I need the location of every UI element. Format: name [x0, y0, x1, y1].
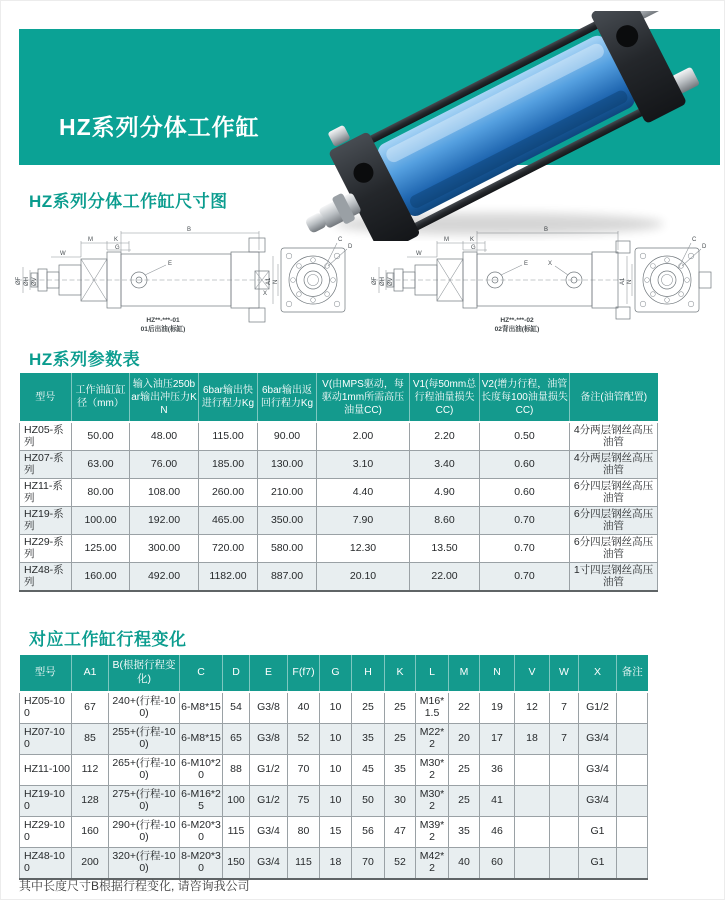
table-cell: 720.00: [199, 535, 258, 563]
table-cell: G1/2: [250, 786, 288, 817]
table-row: [20, 507, 658, 535]
table-cell: [515, 848, 550, 880]
table-cell: 0.50: [480, 422, 570, 451]
column-header: L: [416, 655, 449, 692]
column-header: K: [385, 655, 416, 692]
table-cell: 30: [385, 786, 416, 817]
table-cell: HZ48-100: [20, 848, 72, 880]
column-header: M: [449, 655, 480, 692]
table-cell: 10: [320, 786, 352, 817]
table-cell: 19: [480, 692, 515, 724]
table-cell: 47: [385, 817, 416, 848]
table-cell: [617, 692, 648, 724]
column-header: W: [550, 655, 579, 692]
table-cell: 13.50: [410, 535, 480, 563]
table-cell: 4分两层钢丝高压油管: [570, 422, 658, 451]
section-title-params: HZ系列参数表: [29, 350, 141, 369]
dim-label-m: M: [88, 237, 93, 243]
table-cell: 75: [288, 786, 320, 817]
table-cell: 580.00: [258, 535, 317, 563]
table-row: [20, 817, 648, 848]
column-header: 型号: [20, 655, 72, 692]
table-cell: 25: [385, 724, 416, 755]
dim-label-g: G: [471, 245, 476, 251]
table-cell: 40: [288, 692, 320, 724]
section-title-stroke: 对应工作缸行程变化: [29, 630, 187, 649]
table-cell: M39*2: [416, 817, 449, 848]
table-cell: G3/4: [579, 724, 617, 755]
dim-label-e: E: [524, 261, 529, 267]
drawing-01-model: HZ**-***-01: [146, 317, 180, 324]
table-row: [20, 848, 648, 880]
table-cell: 210.00: [258, 479, 317, 507]
table-cell: 67: [72, 692, 109, 724]
table-cell: 0.70: [480, 535, 570, 563]
dim-label-ov: ØV: [388, 277, 394, 286]
table-cell: 3.40: [410, 451, 480, 479]
table-cell: G3/4: [579, 755, 617, 786]
table-cell: 6-M10*20: [180, 755, 223, 786]
table-cell: 275+(行程-100): [109, 786, 180, 817]
table-cell: 63.00: [72, 451, 130, 479]
table-cell: [617, 817, 648, 848]
dim-label-of: ØF: [16, 276, 22, 285]
table-cell: [617, 848, 648, 880]
table-cell: 25: [352, 692, 385, 724]
table-cell: 18: [515, 724, 550, 755]
column-header: V: [515, 655, 550, 692]
table-cell: HZ07-系列: [20, 451, 72, 479]
column-header: A1: [72, 655, 109, 692]
table-cell: 45: [352, 755, 385, 786]
dim-label-w: W: [60, 251, 66, 257]
table-cell: 35: [449, 817, 480, 848]
table-cell: 112: [72, 755, 109, 786]
dim-label-x: X: [263, 291, 268, 297]
table-cell: 185.00: [199, 451, 258, 479]
table-cell: 1寸四层钢丝高压油管: [570, 563, 658, 592]
table-cell: 7.90: [317, 507, 410, 535]
table-cell: 50.00: [72, 422, 130, 451]
table-cell: 6-M8*15: [180, 724, 223, 755]
table-row: [20, 422, 658, 451]
table-cell: M16*1.5: [416, 692, 449, 724]
table-cell: HZ05-100: [20, 692, 72, 724]
table-row: [20, 692, 648, 724]
table-cell: 240+(行程-100): [109, 692, 180, 724]
table-cell: 17: [480, 724, 515, 755]
dim-label-k: K: [114, 237, 119, 243]
table-cell: [617, 724, 648, 755]
table-cell: M30*2: [416, 755, 449, 786]
table-cell: 108.00: [130, 479, 199, 507]
column-header: V(由MPS驱动，每驱动1mm所需高压油量CC): [317, 373, 410, 422]
table-cell: 25: [385, 692, 416, 724]
table-cell: 35: [352, 724, 385, 755]
stroke-table: [19, 655, 648, 880]
table-cell: 6分四层钢丝高压油管: [570, 535, 658, 563]
drawing-02-caption: 02背出油(标缸): [494, 326, 540, 333]
table-cell: 6分四层钢丝高压油管: [570, 479, 658, 507]
table-cell: 6-M8*15: [180, 692, 223, 724]
params-table-header-row: [20, 373, 658, 422]
table-cell: 2.00: [317, 422, 410, 451]
table-cell: 887.00: [258, 563, 317, 592]
dim-label-d: D: [702, 244, 707, 250]
params-table: [19, 373, 658, 592]
table-cell: G1/2: [250, 755, 288, 786]
table-row: [20, 479, 658, 507]
table-cell: 65: [223, 724, 250, 755]
table-cell: 465.00: [199, 507, 258, 535]
table-cell: 76.00: [130, 451, 199, 479]
footer-note: 其中长度尺寸B根据行程变化, 请咨询我公司: [19, 879, 250, 893]
table-cell: 192.00: [130, 507, 199, 535]
table-cell: 52: [385, 848, 416, 880]
table-cell: 18: [320, 848, 352, 880]
dim-label-a1: A1: [620, 277, 626, 285]
table-cell: 160.00: [72, 563, 130, 592]
table-cell: 6分四层钢丝高压油管: [570, 507, 658, 535]
table-cell: 70: [352, 848, 385, 880]
table-cell: 4分两层钢丝高压油管: [570, 451, 658, 479]
table-cell: [515, 817, 550, 848]
column-header: F(f7): [288, 655, 320, 692]
table-cell: 40: [449, 848, 480, 880]
table-cell: 54: [223, 692, 250, 724]
table-cell: M22*2: [416, 724, 449, 755]
table-cell: 10: [320, 692, 352, 724]
table-cell: 4.90: [410, 479, 480, 507]
table-cell: 8-M20*30: [180, 848, 223, 880]
dim-label-n: N: [273, 279, 279, 284]
table-cell: 160: [72, 817, 109, 848]
table-cell: G3/8: [250, 724, 288, 755]
table-cell: 60: [480, 848, 515, 880]
table-cell: 350.00: [258, 507, 317, 535]
table-cell: 25: [449, 755, 480, 786]
table-cell: 260.00: [199, 479, 258, 507]
table-cell: 35: [385, 755, 416, 786]
table-cell: 265+(行程-100): [109, 755, 180, 786]
table-cell: HZ29-系列: [20, 535, 72, 563]
column-header: X: [579, 655, 617, 692]
column-header: 备注: [617, 655, 648, 692]
table-cell: 80.00: [72, 479, 130, 507]
dim-label-c: C: [338, 237, 343, 243]
dim-label-of: ØF: [372, 276, 378, 285]
table-cell: 3.10: [317, 451, 410, 479]
table-cell: HZ07-100: [20, 724, 72, 755]
table-cell: 36: [480, 755, 515, 786]
table-cell: 200: [72, 848, 109, 880]
table-cell: 6-M16*25: [180, 786, 223, 817]
dim-label-k: K: [470, 237, 475, 243]
table-cell: 50: [352, 786, 385, 817]
table-cell: 25: [449, 786, 480, 817]
dim-label-b: B: [187, 227, 192, 233]
table-cell: HZ29-100: [20, 817, 72, 848]
table-cell: 130.00: [258, 451, 317, 479]
table-cell: G1/2: [579, 692, 617, 724]
column-header: G: [320, 655, 352, 692]
table-cell: 115: [223, 817, 250, 848]
column-header: V1(每50mm总行程油量损失CC): [410, 373, 480, 422]
table-cell: HZ48-系列: [20, 563, 72, 592]
table-row: [20, 724, 648, 755]
table-cell: 22.00: [410, 563, 480, 592]
dim-label-ov: ØV: [32, 277, 38, 286]
table-cell: 12: [515, 692, 550, 724]
table-cell: G1: [579, 848, 617, 880]
dim-label-x: X: [548, 261, 553, 267]
table-cell: [550, 848, 579, 880]
column-header: B(根据行程变化): [109, 655, 180, 692]
table-cell: [515, 786, 550, 817]
table-cell: [550, 817, 579, 848]
table-cell: 300.00: [130, 535, 199, 563]
table-cell: 2.20: [410, 422, 480, 451]
table-cell: 70: [288, 755, 320, 786]
table-cell: G3/4: [579, 786, 617, 817]
table-cell: HZ19-系列: [20, 507, 72, 535]
table-cell: 85: [72, 724, 109, 755]
stroke-table-header-row: [20, 655, 648, 692]
column-header: 输入油压250bar输出冲压力KN: [130, 373, 199, 422]
table-cell: HZ11-100: [20, 755, 72, 786]
table-cell: 80: [288, 817, 320, 848]
table-cell: 90.00: [258, 422, 317, 451]
section-title-dimensions: HZ系列分体工作缸尺寸图: [29, 192, 228, 211]
table-cell: 20.10: [317, 563, 410, 592]
table-cell: 150: [223, 848, 250, 880]
product-image: [299, 11, 711, 241]
table-cell: 255+(行程-100): [109, 724, 180, 755]
table-cell: G3/8: [250, 692, 288, 724]
column-header: N: [480, 655, 515, 692]
table-cell: 8.60: [410, 507, 480, 535]
dim-label-w: W: [416, 251, 422, 257]
column-header: D: [223, 655, 250, 692]
column-header: C: [180, 655, 223, 692]
table-cell: 15: [320, 817, 352, 848]
column-header: 型号: [20, 373, 72, 422]
table-row: [20, 786, 648, 817]
table-row: [20, 755, 648, 786]
table-cell: G1: [579, 817, 617, 848]
table-cell: 41: [480, 786, 515, 817]
dim-label-e: E: [168, 261, 173, 267]
table-cell: 6-M20*30: [180, 817, 223, 848]
dim-label-g: G: [115, 245, 120, 251]
dim-label-n: N: [627, 279, 633, 284]
table-cell: 7: [550, 724, 579, 755]
drawing-02-model: HZ**-***-02: [500, 317, 534, 324]
table-cell: G3/4: [250, 817, 288, 848]
table-cell: [550, 786, 579, 817]
cylinder-barrel: [374, 32, 638, 219]
dim-label-d: D: [348, 244, 353, 250]
table-cell: 0.60: [480, 479, 570, 507]
column-header: 6bar输出快进行程力Kg: [199, 373, 258, 422]
table-cell: 128: [72, 786, 109, 817]
table-cell: HZ11-系列: [20, 479, 72, 507]
table-cell: 56: [352, 817, 385, 848]
column-header: 6bar输出返回行程力Kg: [258, 373, 317, 422]
table-cell: 46: [480, 817, 515, 848]
table-cell: [515, 755, 550, 786]
dim-label-c: C: [692, 237, 697, 243]
table-cell: 115: [288, 848, 320, 880]
page-title: HZ系列分体工作缸: [59, 114, 260, 140]
table-cell: G3/4: [250, 848, 288, 880]
table-cell: 52: [288, 724, 320, 755]
table-cell: 22: [449, 692, 480, 724]
dim-label-oh: ØH: [24, 277, 30, 286]
column-header: V2(增力行程，油管长度每100油量损失CC): [480, 373, 570, 422]
column-header: E: [250, 655, 288, 692]
dim-label-b: B: [544, 227, 549, 233]
drawing-01-caption: 01后出油(标缸): [140, 326, 186, 333]
table-row: [20, 451, 658, 479]
dim-label-m: M: [444, 237, 449, 243]
table-cell: 0.60: [480, 451, 570, 479]
table-cell: 100: [223, 786, 250, 817]
table-cell: [550, 755, 579, 786]
table-row: [20, 535, 658, 563]
table-cell: 4.40: [317, 479, 410, 507]
table-cell: 0.70: [480, 507, 570, 535]
table-cell: HZ19-100: [20, 786, 72, 817]
column-header: 工作油缸缸径（mm）: [72, 373, 130, 422]
table-cell: 290+(行程-100): [109, 817, 180, 848]
table-cell: [617, 786, 648, 817]
table-cell: 7: [550, 692, 579, 724]
table-cell: 12.30: [317, 535, 410, 563]
table-cell: 125.00: [72, 535, 130, 563]
table-cell: 1182.00: [199, 563, 258, 592]
table-cell: M42*2: [416, 848, 449, 880]
table-cell: M30*2: [416, 786, 449, 817]
dim-label-a1: A1: [266, 277, 272, 285]
table-cell: 10: [320, 755, 352, 786]
table-cell: 320+(行程-100): [109, 848, 180, 880]
table-cell: 0.70: [480, 563, 570, 592]
column-header: H: [352, 655, 385, 692]
table-cell: 115.00: [199, 422, 258, 451]
column-header: 备注(油管配置): [570, 373, 658, 422]
table-cell: 48.00: [130, 422, 199, 451]
table-cell: 492.00: [130, 563, 199, 592]
dim-label-oh: ØH: [380, 277, 386, 286]
table-cell: 100.00: [72, 507, 130, 535]
table-cell: HZ05-系列: [20, 422, 72, 451]
table-cell: [617, 755, 648, 786]
table-cell: 20: [449, 724, 480, 755]
table-cell: 10: [320, 724, 352, 755]
table-row: [20, 563, 658, 592]
table-cell: 88: [223, 755, 250, 786]
